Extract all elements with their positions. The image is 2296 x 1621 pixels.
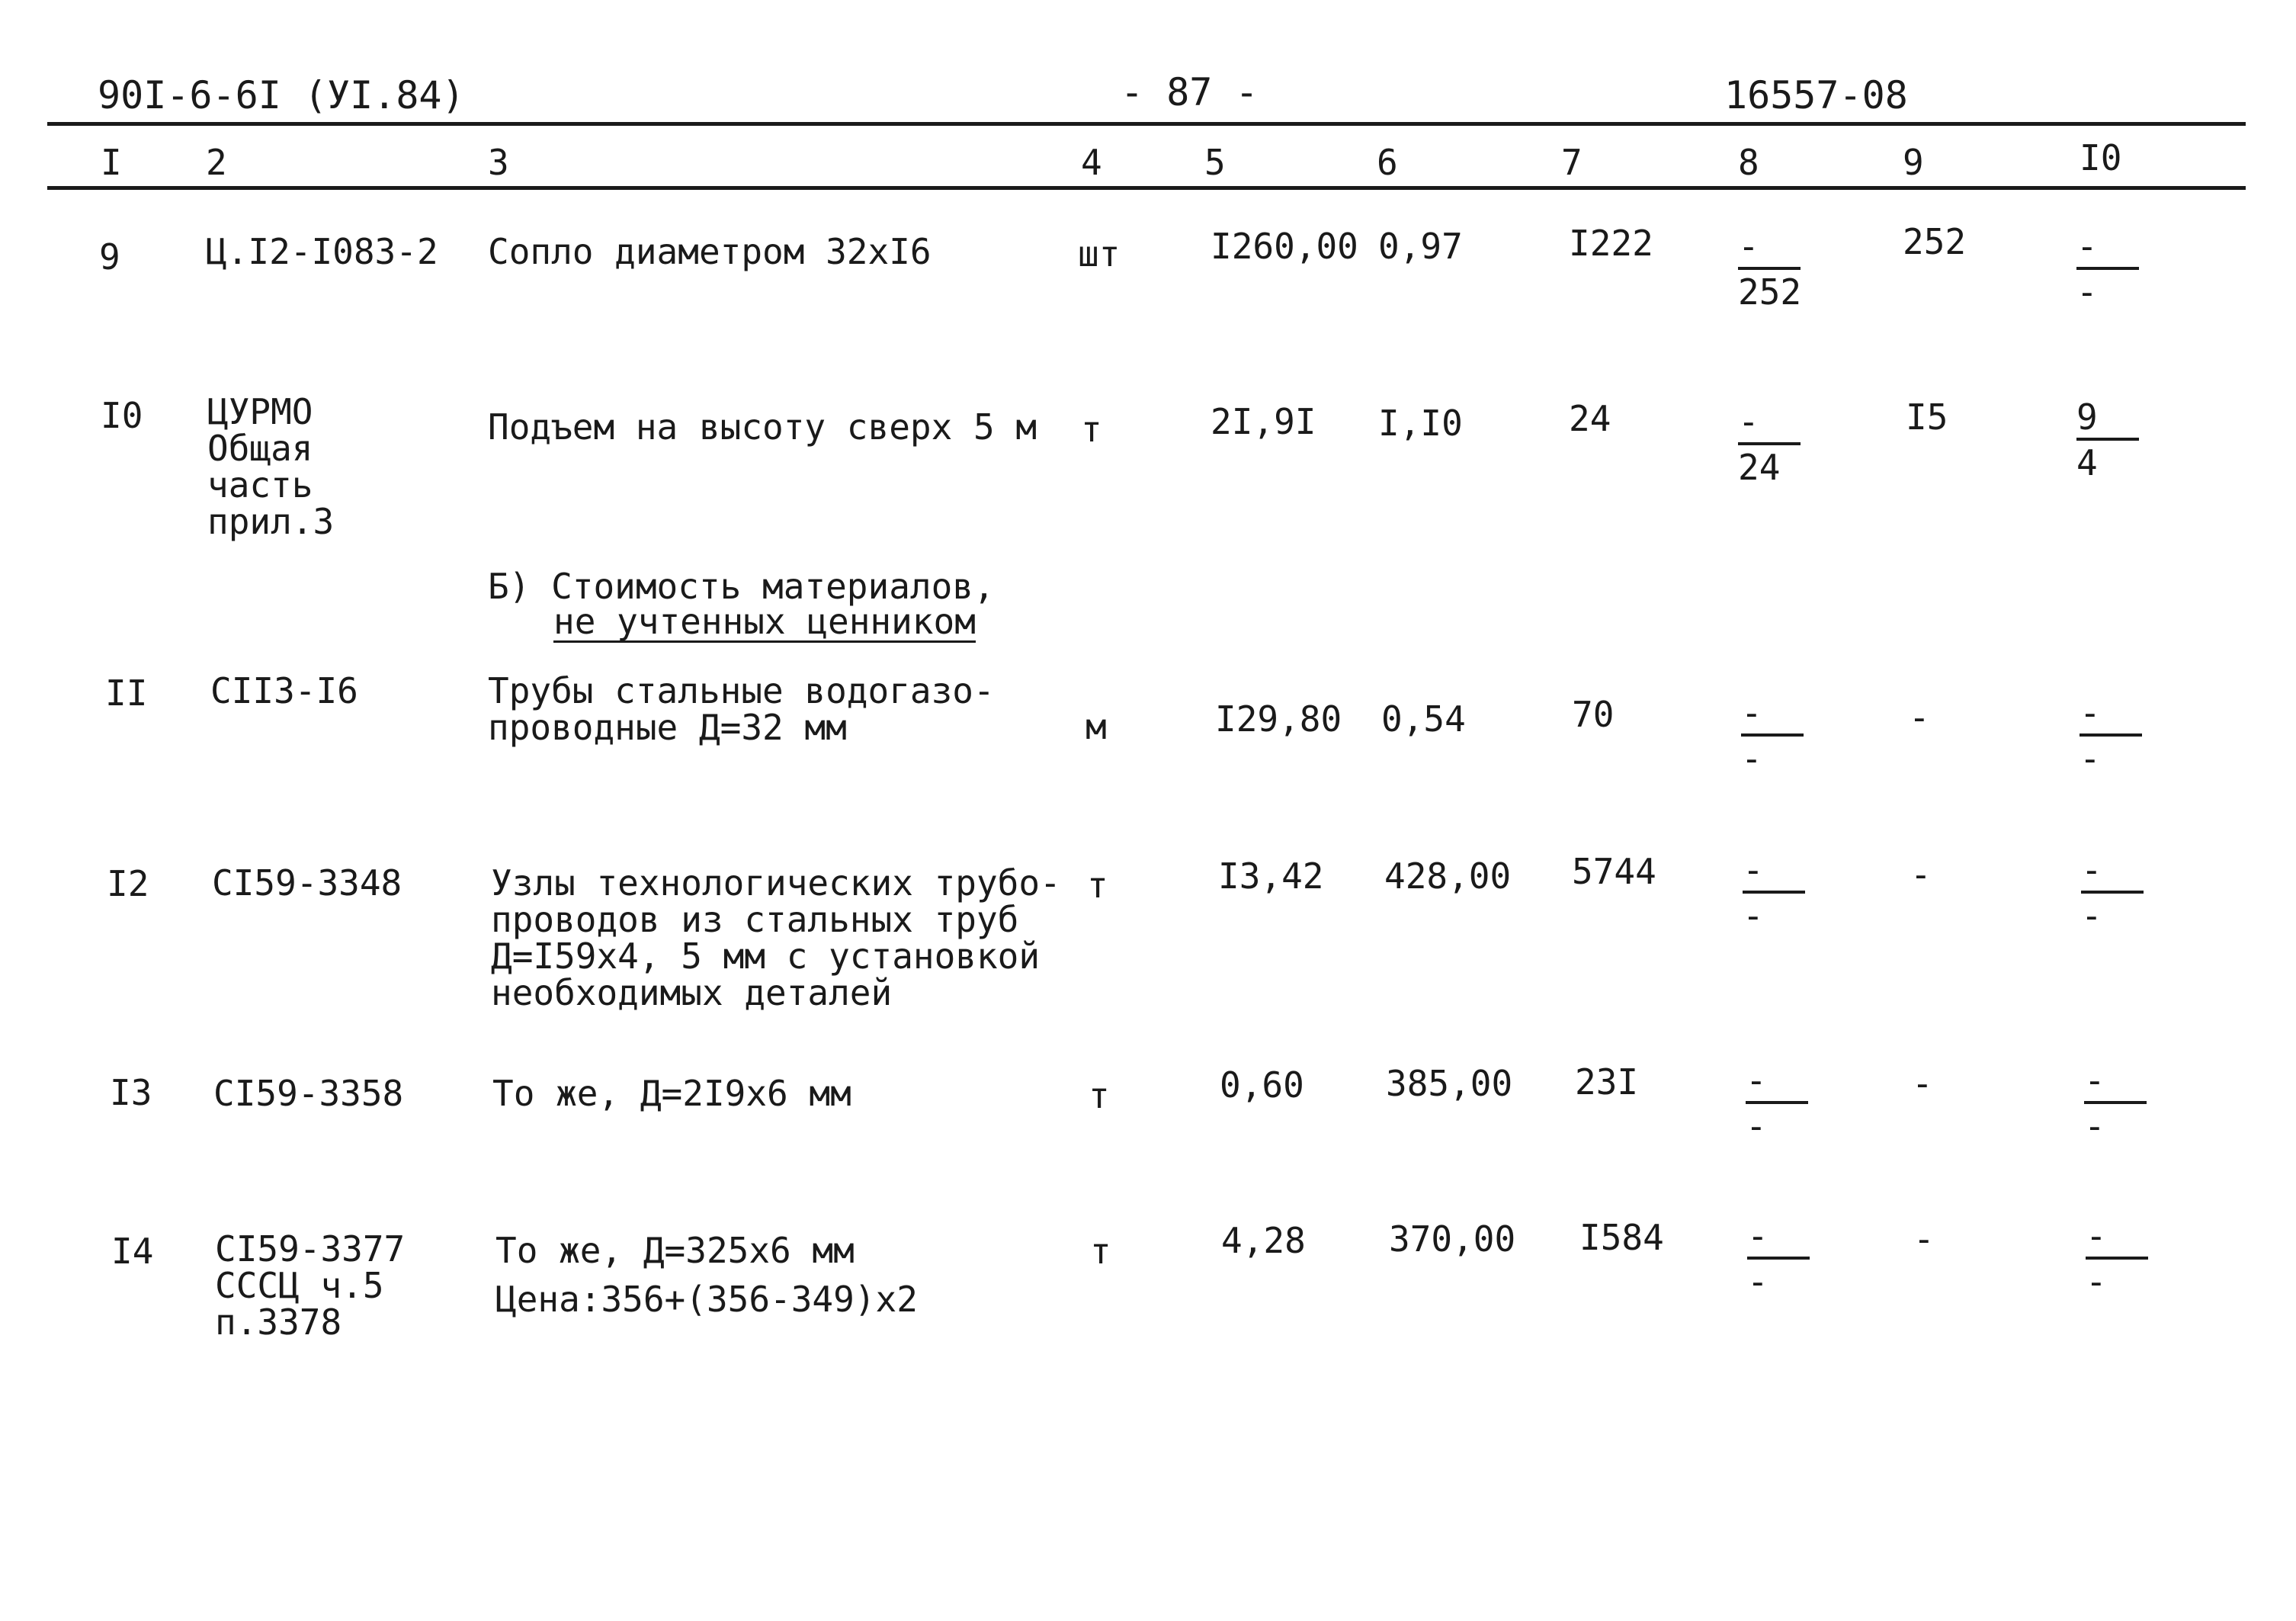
col8-bottom: - bbox=[1747, 1261, 1768, 1302]
col10-fraction bbox=[2076, 226, 2139, 313]
item-name: То же, Д=2I9х6 мм bbox=[492, 1073, 851, 1114]
price-code: СI59-3358 bbox=[213, 1073, 404, 1114]
col-header-8: 8 bbox=[1738, 142, 1759, 183]
row-number: I4 bbox=[111, 1231, 154, 1272]
total-cost: 23I bbox=[1575, 1061, 1639, 1103]
header-rule-top bbox=[47, 122, 2246, 126]
unit: т bbox=[1081, 409, 1102, 450]
unit-cost: 370,00 bbox=[1389, 1218, 1516, 1260]
item-name: Трубы стальные водогазо- проводные Д=32 мм bbox=[488, 670, 995, 748]
col9-value: - bbox=[1909, 697, 1930, 738]
col10-bottom: - bbox=[2086, 1261, 2107, 1302]
col9-value: I5 bbox=[1906, 396, 1948, 438]
col10-bottom: 4 bbox=[2076, 442, 2098, 483]
unit: т bbox=[1089, 1075, 1110, 1116]
col-header-10: I0 bbox=[2080, 137, 2122, 178]
col10-fraction bbox=[2080, 692, 2142, 779]
section-heading-line1: Б) Стоимость материалов, bbox=[488, 566, 995, 607]
col-header-4: 4 bbox=[1081, 142, 1102, 183]
row-number: I0 bbox=[101, 395, 143, 436]
price-code: СI59-3348 bbox=[212, 862, 402, 904]
price-code: СII3-I6 bbox=[210, 670, 358, 711]
col8-top: - bbox=[1743, 852, 1805, 894]
document-code: 90I-6-6I (УI.84) bbox=[98, 73, 465, 117]
col8-fraction bbox=[1747, 1215, 1810, 1302]
page-number: - 87 - bbox=[1121, 70, 1259, 114]
unit: шт bbox=[1078, 233, 1121, 274]
row-number: 9 bbox=[99, 236, 120, 278]
total-cost: I584 bbox=[1579, 1217, 1664, 1258]
row-number: I2 bbox=[107, 863, 149, 904]
unit: т bbox=[1087, 865, 1108, 906]
row-number: I3 bbox=[110, 1072, 152, 1113]
price-formula: Цена:356+(356-349)х2 bbox=[495, 1279, 918, 1320]
col8-top: - bbox=[1738, 229, 1801, 270]
item-name: Сопло диаметром 32хI6 bbox=[488, 231, 932, 272]
col8-fraction bbox=[1738, 226, 1802, 313]
col10-top: - bbox=[2084, 1063, 2147, 1104]
total-cost: 5744 bbox=[1572, 851, 1656, 892]
unit-cost: I,I0 bbox=[1378, 403, 1463, 444]
col8-fraction bbox=[1746, 1060, 1808, 1147]
col10-top: 9 bbox=[2076, 400, 2139, 441]
sheet-number: 16557-08 bbox=[1724, 73, 1908, 117]
item-name: Подъем на высоту сверх 5 м bbox=[488, 406, 1037, 448]
col10-bottom: - bbox=[2084, 1106, 2105, 1147]
col10-bottom: - bbox=[2076, 271, 2098, 313]
unit-cost: 385,00 bbox=[1386, 1063, 1513, 1104]
col10-fraction bbox=[2084, 1060, 2147, 1147]
quantity: I260,00 bbox=[1211, 226, 1358, 267]
col8-top: - bbox=[1747, 1218, 1810, 1260]
col10-bottom: - bbox=[2080, 738, 2101, 779]
col8-bottom: 24 bbox=[1738, 447, 1781, 488]
col10-top: - bbox=[2076, 229, 2139, 270]
col-header-3: 3 bbox=[488, 142, 509, 183]
col8-fraction bbox=[1741, 692, 1804, 779]
col-header-7: 7 bbox=[1561, 142, 1583, 183]
col10-top: - bbox=[2081, 852, 2144, 894]
col9-value: - bbox=[1910, 854, 1932, 895]
col8-fraction bbox=[1738, 401, 1801, 488]
quantity: 0,60 bbox=[1220, 1064, 1304, 1106]
col8-bottom: - bbox=[1746, 1106, 1767, 1147]
total-cost: 70 bbox=[1572, 694, 1615, 735]
unit-cost: 0,97 bbox=[1378, 226, 1463, 267]
quantity: I3,42 bbox=[1218, 855, 1324, 897]
price-code: ЦУРМО Общая часть прил.3 bbox=[207, 391, 335, 542]
col8-fraction bbox=[1743, 849, 1805, 936]
col-header-6: 6 bbox=[1377, 142, 1398, 183]
item-name: Узлы технологических трубо- проводов из стальных труб Д=I59х4, 5 мм с установкой необходимых деталей bbox=[491, 862, 1061, 1013]
col9-value: - bbox=[1912, 1063, 1933, 1104]
header-rule-bottom bbox=[47, 186, 2246, 190]
col-header-5: 5 bbox=[1204, 142, 1226, 183]
col10-top: - bbox=[2080, 695, 2142, 737]
quantity: 2I,9I bbox=[1211, 401, 1316, 442]
col8-top: - bbox=[1738, 404, 1801, 445]
col8-top: - bbox=[1741, 695, 1804, 737]
col8-bottom: - bbox=[1743, 895, 1764, 936]
col10-bottom: - bbox=[2081, 895, 2102, 936]
section-heading-line2: не учтенных ценником bbox=[553, 601, 976, 642]
row-number: II bbox=[105, 672, 148, 714]
price-code: Ц.I2-I083-2 bbox=[206, 231, 438, 272]
col-header-9: 9 bbox=[1903, 142, 1924, 183]
item-name: То же, Д=325х6 мм bbox=[495, 1230, 855, 1271]
quantity: I29,80 bbox=[1215, 698, 1342, 740]
unit-cost: 0,54 bbox=[1381, 698, 1466, 740]
unit: м bbox=[1085, 706, 1107, 747]
col8-top: - bbox=[1746, 1063, 1808, 1104]
col9-value: 252 bbox=[1903, 221, 1967, 262]
unit-cost: 428,00 bbox=[1384, 855, 1512, 897]
total-cost: 24 bbox=[1569, 398, 1611, 439]
quantity: 4,28 bbox=[1221, 1220, 1306, 1261]
col9-value: - bbox=[1913, 1218, 1935, 1260]
col-header-1: I bbox=[101, 142, 122, 183]
col10-top: - bbox=[2086, 1218, 2148, 1260]
col10-fraction bbox=[2081, 849, 2144, 936]
price-code: СI59-3377 СССЦ ч.5 п.3378 bbox=[215, 1228, 406, 1343]
col8-bottom: - bbox=[1741, 738, 1762, 779]
unit: т bbox=[1090, 1231, 1111, 1272]
col8-bottom: 252 bbox=[1738, 271, 1802, 313]
col10-fraction bbox=[2086, 1215, 2148, 1302]
total-cost: I222 bbox=[1569, 223, 1653, 264]
col10-fraction bbox=[2076, 396, 2139, 483]
col-header-2: 2 bbox=[206, 142, 227, 183]
